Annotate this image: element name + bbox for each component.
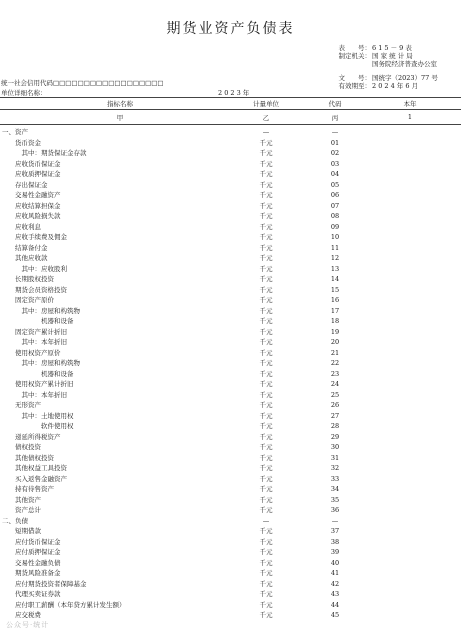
table-row [0,463,461,474]
row-label: 其中：本年折旧 [2,390,67,399]
row-label: 其他应收款 [2,254,48,262]
row-code: 28 [330,422,340,430]
page-title: 期货业资产负债表 [166,21,295,37]
row-code: 08 [330,212,340,220]
row-label: 期货会员资格投资 [2,285,67,294]
row-unit: — [262,516,270,525]
table-row [0,127,461,138]
row-label: 应收手续费及佣金 [2,233,67,241]
row-code: 38 [330,537,340,546]
table-row [0,421,461,432]
row-code: 01 [330,138,340,147]
row-unit: 千元 [259,611,273,619]
report-year: 2 0 2 3 年 [218,89,250,97]
issuer-value-2: 国务院经济普查办公室 [372,60,437,68]
row-unit: 千元 [259,222,273,231]
row-label: 固定资产累计折旧 [2,327,67,336]
row-code: 26 [330,401,340,409]
row-unit: 千元 [259,600,273,609]
credit-code-field[interactable]: 统一社会信用代码□□□□□□□□□□□□□□□□□□ [1,79,164,87]
row-code: 45 [330,611,340,619]
row-label: 交易性金融资产 [2,191,61,199]
row-unit: 千元 [259,317,273,325]
table-row [0,505,461,516]
row-label: 应付职工薪酬（本年贷方累计发生额） [2,600,126,609]
row-label: 一、资产 [2,128,28,136]
row-unit: 千元 [259,569,273,577]
table-row [0,180,461,191]
row-unit: 千元 [259,285,273,294]
row-label: 买入返售金融资产 [2,474,67,483]
row-code: 41 [330,569,340,577]
table-row [0,411,461,422]
row-unit: 千元 [259,474,273,483]
row-code: 33 [330,474,340,483]
row-label: 代理买卖证券款 [2,590,61,598]
table-row [0,558,461,569]
row-unit: 千元 [259,296,273,304]
issuer-value-1: 国 家 统 计 局 [372,52,413,60]
table-row [0,316,461,327]
col-sub-value: 1 [407,113,413,121]
row-label: 使用权资产累计折旧 [2,380,74,388]
row-code: 37 [330,527,340,535]
row-code: 23 [330,369,340,378]
table-row [0,442,461,453]
row-code: 31 [330,453,340,462]
row-label: 持有待售资产 [2,485,54,493]
table-row [0,253,461,264]
row-unit: 千元 [259,390,273,399]
row-code: 04 [330,170,340,178]
row-code: 11 [330,243,340,252]
row-label: 应收货币保证金 [2,159,61,168]
row-label: 期货风险准备金 [2,569,61,577]
table-row [0,568,461,579]
table-row [0,190,461,201]
table-row [0,453,461,464]
row-code: 32 [330,464,340,472]
row-code: — [331,128,339,136]
row-unit: 千元 [259,558,273,567]
row-unit: 千元 [259,495,273,504]
row-code: 12 [330,254,340,262]
table-row [0,285,461,296]
table-row [0,610,461,621]
row-unit: 千元 [259,254,273,262]
table-row [0,138,461,149]
row-label: 交易性金融负债 [2,558,61,567]
unit-name-field[interactable]: 单位详细名称： [1,89,47,97]
row-label: 应收风险损失款 [2,212,61,220]
row-code: 25 [330,390,340,399]
col-sub-unit: 乙 [262,114,270,122]
row-code: 43 [330,590,340,598]
col-header-name: 指标名称 [107,100,133,108]
issuer-label: 制定机关： [338,52,371,60]
row-code: 27 [330,411,340,420]
row-label: 存出保证金 [2,180,48,189]
row-label: 机器和设备 [2,369,74,378]
table-row [0,600,461,611]
row-label: 其他资产 [2,495,41,504]
row-label: 其他债权投资 [2,453,54,462]
table-row [0,400,461,411]
row-unit: 千元 [259,380,273,388]
table-row [0,232,461,243]
row-label: 二、负债 [2,516,28,525]
table-row [0,589,461,600]
row-label: 债权投资 [2,443,41,451]
row-label: 其中：房屋和构筑物 [2,359,80,367]
row-label: 递延所得税资产 [2,432,61,441]
row-unit: 千元 [259,359,273,367]
table-row [0,274,461,285]
table-row [0,432,461,443]
col-sub-name: 甲 [116,114,124,122]
table-row [0,537,461,548]
row-code: 17 [330,306,340,315]
row-unit: — [262,128,270,136]
row-label: 无形资产 [2,401,41,409]
row-code: 03 [330,159,340,168]
row-unit: 千元 [259,590,273,598]
table-row [0,337,461,348]
col-header-code: 代码 [328,100,342,108]
row-unit: 千元 [259,170,273,178]
row-unit: 千元 [259,453,273,462]
row-label: 应付货币保证金 [2,537,61,546]
row-label: 软件使用权 [2,422,74,430]
row-code: 22 [330,359,340,367]
row-unit: 千元 [259,264,273,273]
row-code: 09 [330,222,340,231]
table-row [0,243,461,254]
row-unit: 千元 [259,159,273,168]
row-unit: 千元 [259,233,273,241]
row-code: 42 [330,579,340,588]
row-unit: 千元 [259,327,273,336]
form-no-value: 6 1 5 － 9 表 [372,44,412,52]
row-code: 20 [330,338,340,346]
table-row [0,484,461,495]
table-row [0,169,461,180]
row-unit: 千元 [259,527,273,535]
row-code: 40 [330,558,340,567]
table-row [0,348,461,359]
row-unit: 千元 [259,485,273,493]
doc-no-label: 文 号： [338,74,371,82]
table-row [0,211,461,222]
row-code: 44 [330,600,340,609]
row-code: 35 [330,495,340,504]
row-unit: 千元 [259,443,273,451]
table-row [0,516,461,527]
table-row [0,201,461,212]
row-unit: 千元 [259,348,273,357]
row-label: 其中：土地使用权 [2,411,74,420]
row-label: 应收利息 [2,222,41,231]
row-label: 机器和设备 [2,317,74,325]
sub-header-divider [0,124,461,125]
row-unit: 千元 [259,149,273,157]
row-code: — [331,516,339,525]
doc-no-value: 国统字（2023）77 号 [372,74,438,82]
row-label: 结算备付金 [2,243,48,252]
row-unit: 千元 [259,338,273,346]
row-label: 其中：本年折旧 [2,338,67,346]
table-row [0,306,461,317]
table-row [0,526,461,537]
table-row [0,264,461,275]
table-row [0,327,461,338]
row-unit: 千元 [259,401,273,409]
row-label: 应收结算担保金 [2,201,61,210]
row-label: 其他权益工具投资 [2,464,67,472]
table-row [0,369,461,380]
row-code: 16 [330,296,340,304]
row-unit: 千元 [259,212,273,220]
table-row [0,379,461,390]
row-unit: 千元 [259,411,273,420]
row-unit: 千元 [259,275,273,283]
row-label: 应收质押保证金 [2,170,61,178]
row-code: 15 [330,285,340,294]
row-unit: 千元 [259,306,273,315]
row-code: 05 [330,180,340,189]
watermark: 公众号·统计 [6,621,50,629]
table-row [0,390,461,401]
row-unit: 千元 [259,191,273,199]
table-row [0,547,461,558]
table-row [0,159,461,170]
table-row [0,148,461,159]
row-code: 34 [330,485,340,493]
row-label: 固定资产原价 [2,296,54,304]
row-label: 货币资金 [2,138,41,147]
row-unit: 千元 [259,506,273,514]
col-sub-code: 丙 [331,114,339,122]
row-code: 02 [330,149,340,157]
table-row [0,295,461,306]
valid-until-label: 有效期至： [338,82,371,90]
valid-until-value: 2 0 2 4 年 6 月 [372,82,419,90]
header-divider [0,109,461,110]
row-code: 10 [330,233,340,241]
col-header-value: 本年 [403,100,417,108]
table-row [0,222,461,233]
row-unit: 千元 [259,243,273,252]
row-unit: 千元 [259,537,273,546]
row-code: 13 [330,264,340,273]
row-code: 39 [330,548,340,556]
row-label: 使用权资产原价 [2,348,61,357]
row-unit: 千元 [259,369,273,378]
row-code: 24 [330,380,340,388]
form-no-label: 表 号： [338,44,371,52]
row-code: 06 [330,191,340,199]
table-row [0,358,461,369]
row-label: 长期股权投资 [2,275,54,283]
col-header-unit: 计量单位 [253,100,279,108]
row-unit: 千元 [259,464,273,472]
table-row [0,579,461,590]
row-label: 其中：期货保证金存款 [2,149,87,157]
table-row [0,495,461,506]
form-meta [331,44,459,90]
row-unit: 千元 [259,180,273,189]
row-unit: 千元 [259,138,273,147]
row-code: 07 [330,201,340,210]
row-unit: 千元 [259,548,273,556]
row-unit: 千元 [259,422,273,430]
row-code: 21 [330,348,340,357]
row-label: 应付质押保证金 [2,548,61,556]
table-top-border [0,97,461,98]
row-code: 14 [330,275,340,283]
row-unit: 千元 [259,201,273,210]
row-code: 18 [330,317,340,325]
row-label: 应付期货投资者保障基金 [2,579,87,588]
row-unit: 千元 [259,432,273,441]
row-code: 19 [330,327,340,336]
row-label: 其中：应收股利 [2,264,67,273]
row-label: 短期借款 [2,527,41,535]
row-code: 36 [330,506,340,514]
row-unit: 千元 [259,579,273,588]
row-label: 应交税费 [2,611,41,619]
row-code: 29 [330,432,340,441]
table-row [0,474,461,485]
row-label: 其中：房屋和构筑物 [2,306,80,315]
row-label: 资产总计 [2,506,41,514]
row-code: 30 [330,443,340,451]
